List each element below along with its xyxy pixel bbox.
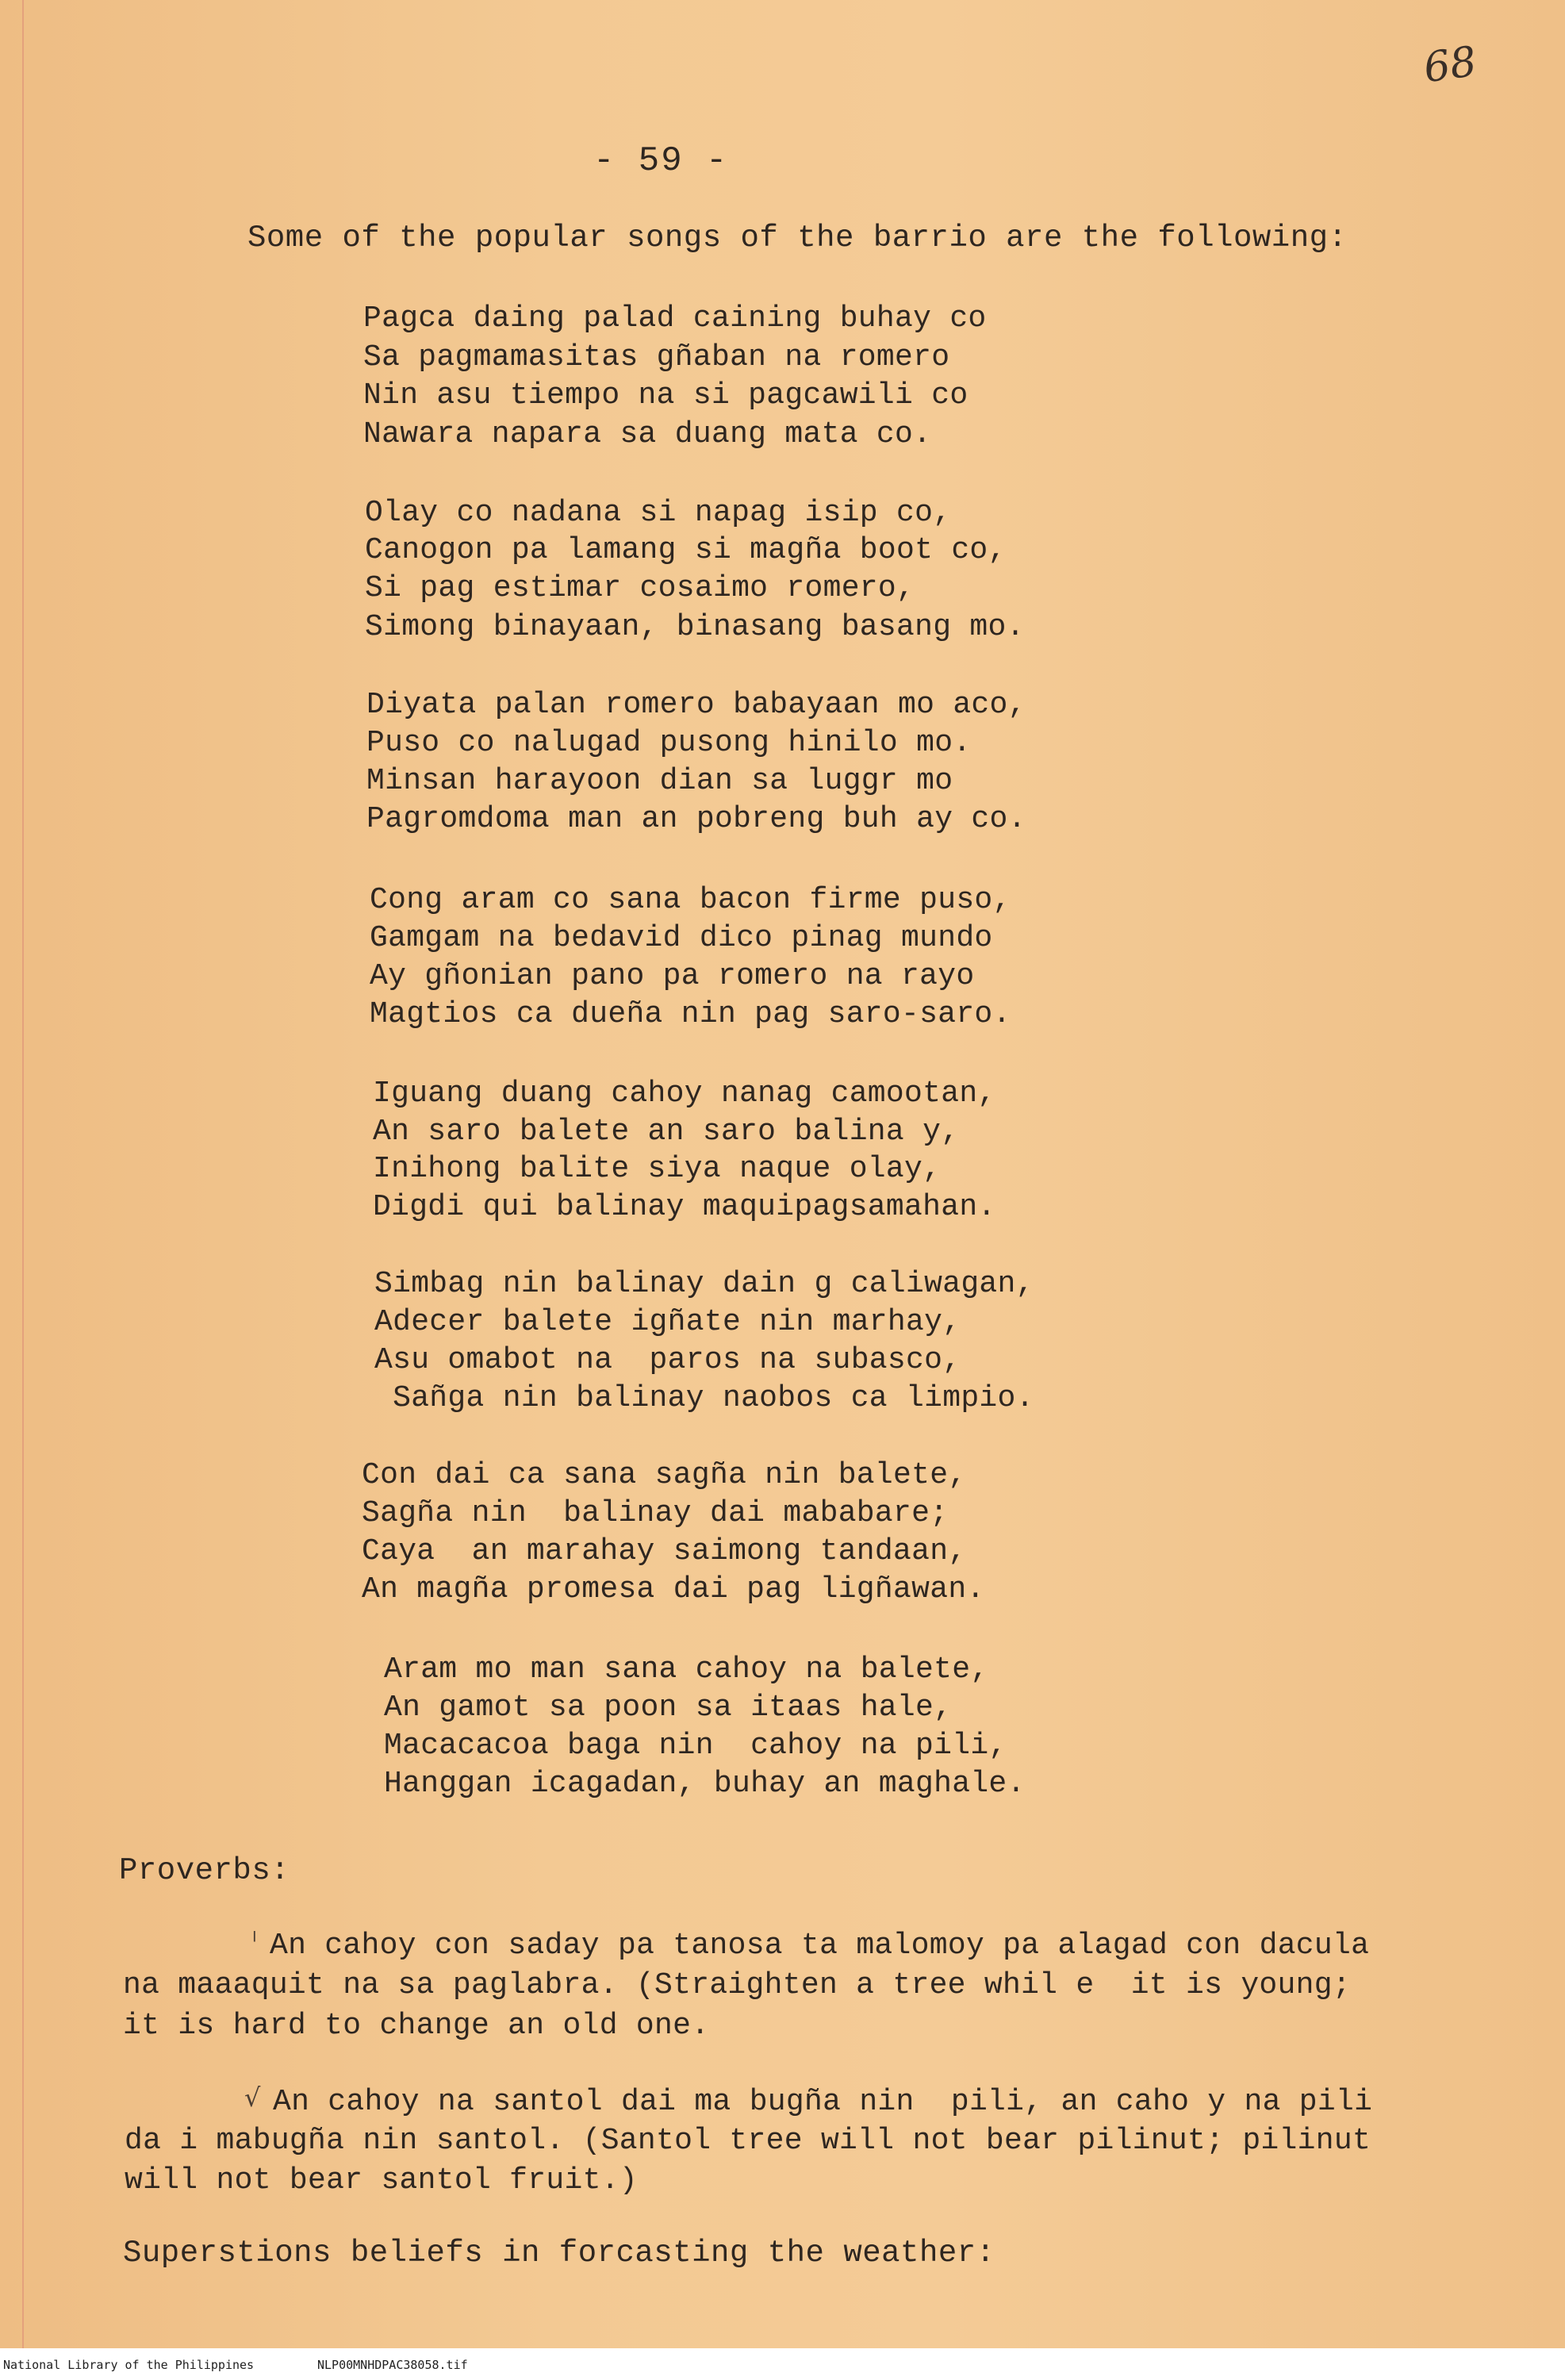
verse-line: An gamot sa poon sa itaas hale,	[384, 1691, 953, 1725]
checkmark-icon: √	[244, 2082, 261, 2113]
proverb-line: An cahoy con saday pa tanosa ta malomoy pa alagad con dacula	[270, 1929, 1370, 1963]
checkmark-icon: ˡ	[252, 1926, 257, 1956]
verse-line: An saro balete an saro balina y,	[373, 1115, 960, 1149]
handwritten-page-number: 68	[1421, 37, 1480, 93]
verse-line: Si pag estimar cosaimo romero,	[365, 571, 915, 605]
footer-filename: NLP00MNHDPAC38058.tif	[317, 2358, 468, 2372]
verse-line: Aram mo man sana cahoy na balete,	[384, 1653, 989, 1687]
verse-line: Iguang duang cahoy nanag camootan,	[373, 1077, 996, 1111]
verse-line: Olay co nadana si napag isip co,	[365, 496, 952, 530]
verse-line: Cong aram co sana bacon firme puso,	[370, 883, 1011, 917]
verse-line: Digdi qui balinay maquipagsamahan.	[373, 1190, 996, 1224]
scan-footer	[0, 2348, 1565, 2380]
verse-line: Hanggan icagadan, buhay an maghale.	[384, 1767, 1026, 1801]
verse-line: Nin asu tiempo na si pagcawili co	[363, 378, 969, 413]
proverb-line: da i mabugña nin santol. (Santol tree will not bear pilinut; pilinut	[125, 2124, 1371, 2158]
margin-rule	[22, 0, 24, 2348]
verse-line: Pagromdoma man an pobreng buh ay co.	[366, 802, 1026, 836]
typed-page-number: - 59 -	[593, 141, 729, 181]
verse-line: Nawara napara sa duang mata co.	[363, 417, 932, 451]
verse-line: Pagca daing palad caining buhay co	[363, 301, 987, 336]
verse-line: Minsan harayoon dian sa luggr mo	[366, 764, 953, 798]
verse-line: Diyata palan romero babayaan mo aco,	[366, 688, 1026, 722]
verse-line: Inihong balite siya naque olay,	[373, 1152, 942, 1186]
verse-line: Sañga nin balinay naobos ca limpio.	[374, 1381, 1034, 1415]
verse-line: Asu omabot na paros na subasco,	[374, 1343, 961, 1377]
verse-line: Magtios ca dueña nin pag saro-saro.	[370, 997, 1011, 1031]
verse-line: Sagña nin balinay dai mababare;	[362, 1496, 949, 1530]
proverb-line: it is hard to change an old one.	[123, 2009, 710, 2043]
footer-library: National Library of the Philippines	[3, 2358, 255, 2372]
verse-line: Gamgam na bedavid dico pinag mundo	[370, 921, 993, 955]
verse-line: Canogon pa lamang si magña boot co,	[365, 533, 1007, 567]
proverb-line: na maaaquit na sa paglabra. (Straighten a tree whil e it is young;	[123, 1968, 1351, 2002]
proverbs-heading: Proverbs:	[119, 1853, 290, 1888]
verse-line: Simong binayaan, binasang basang mo.	[365, 610, 1025, 644]
verse-line: Con dai ca sana sagña nin balete,	[362, 1458, 967, 1492]
verse-line: Caya an marahay saimong tandaan,	[362, 1534, 967, 1568]
songs-intro: Some of the popular songs of the barrio are the following:	[247, 221, 1348, 255]
verse-line: Adecer balete igñate nin marhay,	[374, 1305, 961, 1339]
verse-line: Simbag nin balinay dain g caliwagan,	[374, 1267, 1034, 1301]
verse-line: Macacacoa baga nin cahoy na pili,	[384, 1729, 1007, 1763]
superstitions-heading: Superstions beliefs in forcasting the weather:	[123, 2236, 995, 2271]
proverb-line: An cahoy na santol dai ma bugña nin pili, an caho y na pili	[273, 2085, 1373, 2119]
verse-line: Sa pagmamasitas gñaban na romero	[363, 340, 950, 374]
proverb-line: will not bear santol fruit.)	[125, 2163, 638, 2198]
verse-line: Ay gñonian pano pa romero na rayo	[370, 959, 975, 993]
verse-line: Puso co nalugad pusong hinilo mo.	[366, 726, 972, 760]
verse-line: An magña promesa dai pag ligñawan.	[362, 1572, 985, 1606]
